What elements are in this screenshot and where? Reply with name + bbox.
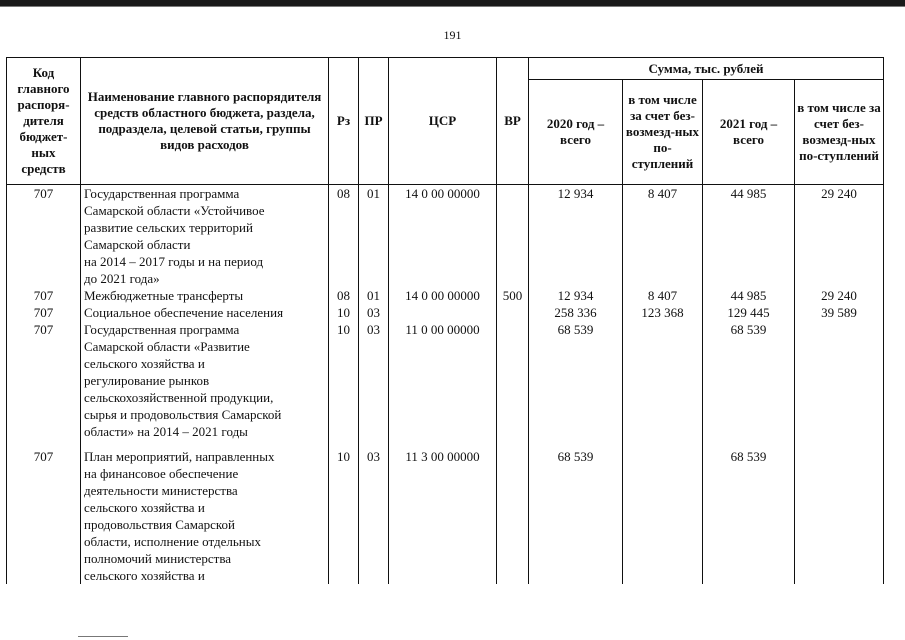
cell-csr: 14 0 00 00000 xyxy=(389,185,497,288)
cell-name-line: Самарской области «Развитие xyxy=(84,339,250,354)
cell-vr xyxy=(497,185,529,288)
cell-2020-total: 258 336 xyxy=(529,304,623,321)
cell-name-line: сельскохозяйственной продукции, xyxy=(84,390,274,405)
cell-2021-total: 68 539 xyxy=(703,321,795,440)
header-2020-free: в том числе за счет без-возмезд-ных по-ступлений xyxy=(623,80,703,185)
cell-name-line: продовольствия Самарской xyxy=(84,517,235,532)
table-body xyxy=(7,185,884,585)
cell-pr: 01 xyxy=(359,287,389,304)
cell-name-line: Самарской области xyxy=(84,237,191,252)
cell-name-line: Межбюджетные трансферты xyxy=(84,288,244,303)
cell-2021-free xyxy=(795,321,884,440)
cell-2020-free xyxy=(623,321,703,440)
header-code: Код главного распоря-дителя бюджет-ных средств xyxy=(7,58,81,185)
footnote-separator xyxy=(78,636,128,637)
header-pr: ПР xyxy=(359,58,389,185)
cell-csr: 14 0 00 00000 xyxy=(389,287,497,304)
cell-pr: 03 xyxy=(359,304,389,321)
cell-name-line: на финансовое обеспечение xyxy=(84,466,239,481)
spacer-cell xyxy=(7,440,81,448)
cell-name xyxy=(81,448,329,584)
cell-name-line: области, исполнение отдельных xyxy=(84,534,261,549)
cell-name xyxy=(81,287,329,304)
cell-2021-total: 44 985 xyxy=(703,287,795,304)
table-row xyxy=(7,321,884,440)
header-2021-total: 2021 год – всего xyxy=(703,80,795,185)
cell-name-line: области» на 2014 – 2021 годы xyxy=(84,424,248,439)
cell-2020-total: 12 934 xyxy=(529,287,623,304)
cell-2020-total: 68 539 xyxy=(529,321,623,440)
cell-code: 707 xyxy=(7,185,81,288)
cell-code: 707 xyxy=(7,321,81,440)
cell-name-line: Государственная программа xyxy=(84,322,240,337)
cell-pr: 01 xyxy=(359,185,389,288)
cell-name-line: до 2021 года» xyxy=(84,271,160,286)
header-name: Наименование главного распорядителя средств областного бюджета, раздела, подраздела, целевой статьи, группы видов расходов xyxy=(81,58,329,185)
cell-pr: 03 xyxy=(359,321,389,440)
cell-name xyxy=(81,304,329,321)
table-row xyxy=(7,287,884,304)
scan-top-border-shadow xyxy=(0,6,905,7)
cell-name-line: регулирование рынков xyxy=(84,373,210,388)
cell-name-line: сельского хозяйства и xyxy=(84,568,205,583)
cell-vr xyxy=(497,448,529,584)
cell-name xyxy=(81,321,329,440)
cell-2021-total: 68 539 xyxy=(703,448,795,584)
cell-2020-free: 8 407 xyxy=(623,185,703,288)
cell-name-line: сельского хозяйства и xyxy=(84,500,205,515)
table-row xyxy=(7,185,884,288)
cell-2021-total: 44 985 xyxy=(703,185,795,288)
budget-table xyxy=(6,57,884,584)
header-rz: Рз xyxy=(329,58,359,185)
table-row xyxy=(7,448,884,584)
spacer-cell xyxy=(389,440,497,448)
cell-2021-total: 129 445 xyxy=(703,304,795,321)
spacer-cell xyxy=(529,440,623,448)
spacer-cell xyxy=(329,440,359,448)
row-spacer xyxy=(7,440,884,448)
cell-code: 707 xyxy=(7,287,81,304)
cell-name-line: сырья и продовольствия Самарской xyxy=(84,407,282,422)
cell-2020-free xyxy=(623,448,703,584)
cell-rz: 08 xyxy=(329,287,359,304)
cell-2020-total: 68 539 xyxy=(529,448,623,584)
cell-code: 707 xyxy=(7,448,81,584)
cell-2021-free: 29 240 xyxy=(795,185,884,288)
header-csr: ЦСР xyxy=(389,58,497,185)
cell-name-line: сельского хозяйства и xyxy=(84,356,205,371)
cell-vr xyxy=(497,321,529,440)
cell-rz: 10 xyxy=(329,321,359,440)
spacer-cell xyxy=(795,440,884,448)
header-2020-total: 2020 год – всего xyxy=(529,80,623,185)
header-vr: ВР xyxy=(497,58,529,185)
cell-name-line: на 2014 – 2017 годы и на период xyxy=(84,254,264,269)
cell-2020-free: 8 407 xyxy=(623,287,703,304)
cell-name-line: деятельности министерства xyxy=(84,483,238,498)
page-number: 191 xyxy=(443,28,462,42)
table-row xyxy=(7,304,884,321)
cell-code: 707 xyxy=(7,304,81,321)
cell-name-line: полномочий министерства xyxy=(84,551,232,566)
cell-rz: 10 xyxy=(329,304,359,321)
cell-name-line: развитие сельских территорий xyxy=(84,220,253,235)
spacer-cell xyxy=(81,440,329,448)
table-header xyxy=(7,58,884,185)
cell-name-line: Государственная программа xyxy=(84,186,240,201)
cell-2021-free: 39 589 xyxy=(795,304,884,321)
cell-2021-free: 29 240 xyxy=(795,287,884,304)
spacer-cell xyxy=(359,440,389,448)
cell-csr xyxy=(389,304,497,321)
spacer-cell xyxy=(703,440,795,448)
cell-2021-free xyxy=(795,448,884,584)
cell-name xyxy=(81,185,329,288)
cell-csr: 11 0 00 00000 xyxy=(389,321,497,440)
cell-vr xyxy=(497,304,529,321)
cell-csr: 11 3 00 00000 xyxy=(389,448,497,584)
cell-name-line: Социальное обеспечение населения xyxy=(84,305,284,320)
header-sum-group: Сумма, тыс. рублей xyxy=(529,58,884,80)
cell-vr: 500 xyxy=(497,287,529,304)
cell-2020-total: 12 934 xyxy=(529,185,623,288)
cell-rz: 08 xyxy=(329,185,359,288)
cell-name-line: Самарской области «Устойчивое xyxy=(84,203,265,218)
spacer-cell xyxy=(623,440,703,448)
cell-name-line: План мероприятий, направленных xyxy=(84,449,275,464)
spacer-cell xyxy=(497,440,529,448)
header-2021-free: в том числе за счет без-возмезд-ных по-ступлений xyxy=(795,80,884,185)
cell-pr: 03 xyxy=(359,448,389,584)
cell-2020-free: 123 368 xyxy=(623,304,703,321)
cell-rz: 10 xyxy=(329,448,359,584)
